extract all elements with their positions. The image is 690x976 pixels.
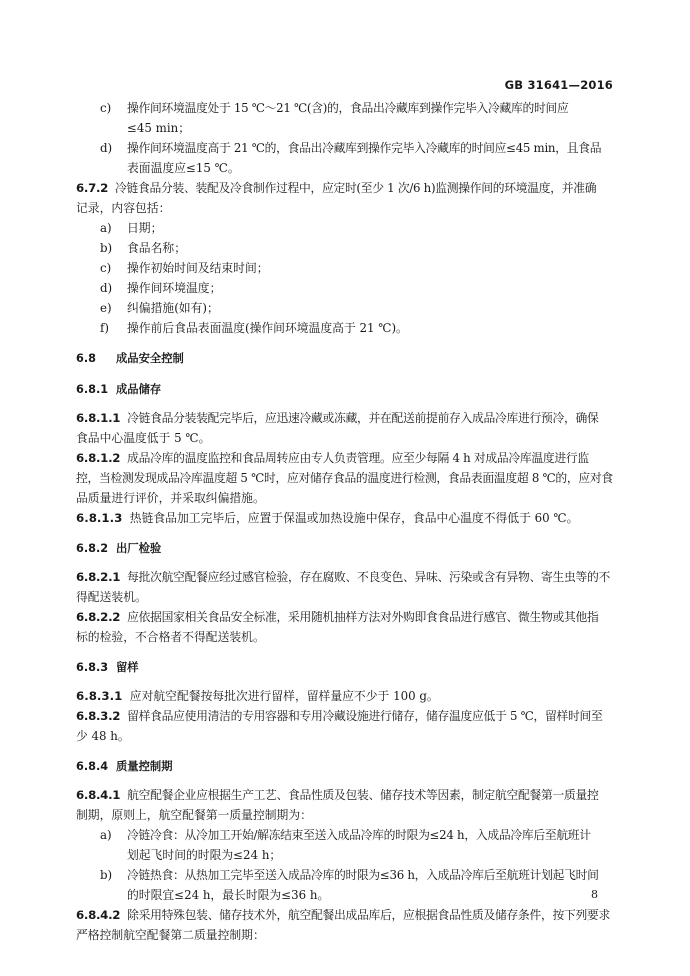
section-heading-6-8-2 <box>76 539 614 559</box>
clause-6-8-3-2 <box>76 706 614 726</box>
list-text: 日期； <box>127 221 163 235</box>
list-text: 操作间环境温度处于 15 ℃～21 ℃(含)的，食品出冷藏库到操作完毕入冷藏库的时间应 <box>127 101 569 115</box>
section-heading-6-8-4 <box>76 757 614 777</box>
clause-6-8-3-1 <box>76 686 614 706</box>
list-item <box>76 278 614 298</box>
list-marker: e) <box>100 301 112 315</box>
clause-text: 航空配餐企业应根据生产工艺、食品性质及包装、储存技术等因素，制定航空配餐第一质量控 <box>127 788 599 802</box>
list-marker: f) <box>100 321 109 335</box>
clause-6-8-4-2 <box>76 905 614 925</box>
clause-text: 少 48 h。 <box>76 729 130 743</box>
heading-title: 出厂检验 <box>116 542 162 555</box>
list-marker: c) <box>100 261 112 275</box>
heading-number: 6.8.2 <box>76 542 109 555</box>
list-item <box>76 258 614 278</box>
list-marker: b) <box>100 868 113 882</box>
list-text: 操作间环境温度； <box>127 281 222 295</box>
clause-6-8-2-1 <box>76 567 614 587</box>
clause-text: 冷链食品分装、装配及冷食制作过程中，应定时(至少 1 次/6 h)监测操作间的环境温度，并准确 <box>115 181 597 195</box>
list-text: 表面温度应≤15 ℃。 <box>127 161 240 175</box>
clause-number: 6.8.1.2 <box>76 451 121 465</box>
clause-text: 每批次航空配餐应经过感官检验，存在腐败、不良变色、异味、污染或含有异物、寄生虫等的不 <box>127 570 610 584</box>
clause-text: 品质量进行评价，并采取纠偏措施。 <box>76 491 265 505</box>
heading-title: 成品安全控制 <box>116 352 184 365</box>
clause-text: 应对航空配餐按每批次进行留样，留样量应不少于 100 g。 <box>129 689 439 703</box>
list-marker: d) <box>100 141 113 155</box>
clause-6-8-1-2 <box>76 448 614 468</box>
heading-number: 6.8.1 <box>76 383 109 396</box>
section-heading-6-8-1 <box>76 380 614 400</box>
list-marker: b) <box>100 241 113 255</box>
clause-text: 热链食品加工完毕后，应置于保温或加热设施中保存，食品中心温度不得低于 60 ℃。 <box>129 511 579 525</box>
heading-title: 留样 <box>116 661 139 674</box>
clause-number: 6.8.4.1 <box>76 788 121 802</box>
list-text: 操作间环境温度高于 21 ℃的，食品出冷藏库到操作完毕入冷藏库的时间应≤45 min，且食品 <box>127 141 602 155</box>
clause-text: 严格控制航空配餐第二质量控制期： <box>76 928 265 942</box>
clause-text: 记录，内容包括： <box>76 201 171 215</box>
clause-text: 得配送装机。 <box>76 590 147 604</box>
clause-text: 应依据国家相关食品安全标准，采用随机抽样方法对外购即食食品进行感官、微生物或其他指 <box>127 610 599 624</box>
list-marker: a) <box>100 828 112 842</box>
list-item <box>76 218 614 238</box>
clause-number: 6.8.1.1 <box>76 411 121 425</box>
list-6-7-2 <box>76 218 614 338</box>
clause-number: 6.8.1.3 <box>76 511 123 525</box>
list-item <box>76 318 614 338</box>
clause-text: 制期，原则上，航空配餐第一质量控制期为： <box>76 808 312 822</box>
list-text: 操作初始时间及结束时间； <box>127 261 269 275</box>
clause-text: 除采用特殊包装、储存技术外，航空配餐出成品库后，应根据食品性质及储存条件，按下列要求 <box>127 908 610 922</box>
heading-title: 质量控制期 <box>116 760 173 773</box>
clause-text: 成品冷库的温度监控和食品周转应由专人负责管理。应至少每隔 4 h 对成品冷库温度进行监 <box>127 451 589 465</box>
list-item <box>76 138 614 178</box>
list-item <box>76 98 614 138</box>
clause-number: 6.7.2 <box>76 181 109 195</box>
list-item <box>76 825 614 865</box>
clause-6-8-1-1 <box>76 408 614 428</box>
clause-number: 6.8.4.2 <box>76 908 121 922</box>
heading-number: 6.8.4 <box>76 760 109 773</box>
list-text: 纠偏措施(如有)； <box>127 301 219 315</box>
clause-6-8-1-3 <box>76 508 614 528</box>
clause-text: 控，当检测发现成品冷库温度超 5 ℃时，应对储存食品的温度进行检测，食品表面温度超 8 ℃的，应对食 <box>76 471 613 485</box>
document-body <box>76 98 614 945</box>
list-item <box>76 865 614 905</box>
list-text: 食品名称； <box>127 241 186 255</box>
list-text: 的时限宜≤24 h，最长时限为≤36 h。 <box>127 888 330 902</box>
list-marker: a) <box>100 221 112 235</box>
page-number: 8 <box>591 888 598 901</box>
heading-title: 成品储存 <box>116 383 162 396</box>
standard-code-header: GB 31641—2016 <box>504 78 613 92</box>
section-heading-6-8-3 <box>76 658 614 678</box>
list-text: ≤45 min； <box>127 121 190 135</box>
list-item <box>76 298 614 318</box>
list-item <box>76 238 614 258</box>
list-text: 冷链热食：从热加工完毕至送入成品冷库的时限为≤36 h，入成品冷库后至航班计划起飞时间 <box>127 868 599 882</box>
heading-number: 6.8 <box>76 352 97 365</box>
clause-text: 留样食品应使用清洁的专用容器和专用冷藏设施进行储存，储存温度应低于 5 ℃，留样时间至 <box>127 709 603 723</box>
clause-text: 冷链食品分装装配完毕后，应迅速冷藏或冻藏，并在配送前提前存入成品冷库进行预冷，确保 <box>127 411 599 425</box>
clause-number: 6.8.3.2 <box>76 709 121 723</box>
section-heading-6-8 <box>76 349 614 369</box>
clause-6-8-2-2 <box>76 607 614 627</box>
clause-number: 6.8.2.1 <box>76 570 121 584</box>
list-marker: d) <box>100 281 113 295</box>
heading-number: 6.8.3 <box>76 661 109 674</box>
list-text: 冷链冷食：从冷加工开始/解冻结束至送入成品冷库的时限为≤24 h，入成品冷库后至航班计 <box>127 828 591 842</box>
list-text: 划起飞时间的时限为≤24 h； <box>127 848 282 862</box>
list-text: 操作前后食品表面温度(操作间环境温度高于 21 ℃)。 <box>127 321 408 335</box>
clause-text: 标的检验，不合格者不得配送装机。 <box>76 630 265 644</box>
clause-number: 6.8.3.1 <box>76 689 123 703</box>
clause-6-8-4-1 <box>76 785 614 805</box>
clause-text: 食品中心温度低于 5 ℃。 <box>76 431 211 445</box>
list-marker: c) <box>100 101 112 115</box>
clause-number: 6.8.2.2 <box>76 610 121 624</box>
clause-6-7-2 <box>76 178 614 198</box>
